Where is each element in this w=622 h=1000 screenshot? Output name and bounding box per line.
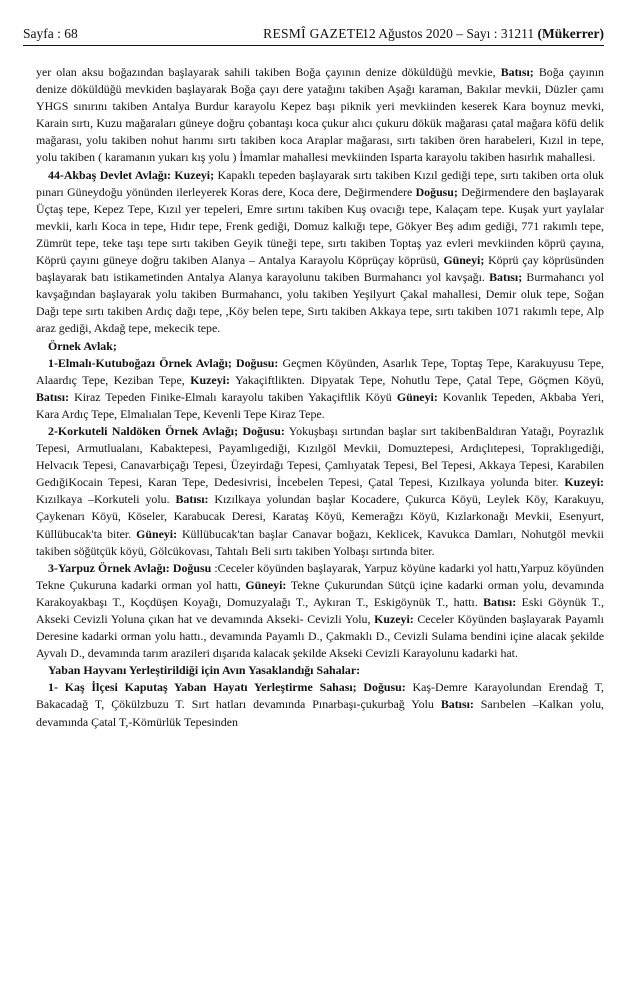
- paragraph-text: Yakaçiftlikten. Dipyatak Tepe, Nohutlu Tepe, Çatal Tepe, Göçmen Köyü,: [229, 372, 604, 387]
- paragraph-text: Değirmendere den başlayarak Üçtaş tepe, Kepez Tepe, Kızıl yer tepeleri, Emre sırtını takiben Kuş ovacığı tepe, Kalaçam tepe. Kuşak yurt yaylalar mevkii, karlı Koca in tepe, Hıdır tepe, Frenk gediği, Domuz kalkığı tepe, Gökyer Beş adım gediği, 771 rakımlı tepe, Zümrüt tepe, teke taşı tepe sırtı takiben Geyik tüneği tepe, sırtı takiben Toptaş yaz evleri mevkiinden köprü çayına, Köprü çayını güneye doğru takiben Alanya – Antalya Karayolu Köprüçay köprüsü,: [36, 184, 604, 268]
- paragraph-text: Kızılkaya –Korkuteli yolu.: [36, 492, 176, 507]
- page-number: Sayfa : 68: [23, 26, 78, 41]
- paragraph-text: Kaş-Demre Karayolundan Erendağ T, Bakacadağ T, Çökülzbuzu T. Sırt hatları devamında Pınarbaşı-çukurbağ Yolu: [36, 680, 604, 712]
- paragraph-text: Kızılkaya yolundan başlar Kocadere, Çukurca Köyü, Leylek Köy, Karakuyu, Çaykenarı Köyü, Köseler, Karabucak Deresi, Karataş Köyü, Kemerağzı Köyü, Kızlarkonağı Mevkii, Esenyurt, Küllübucak'ta biter.: [36, 492, 604, 541]
- bold-heading-text: Batısı:: [483, 594, 517, 609]
- bold-heading-text: 1-Elmalı-Kutuboğazı Örnek Avlağı; Doğusu:: [48, 355, 279, 370]
- bold-heading-text: Kuzeyi:: [564, 475, 604, 490]
- bold-heading-text: Örnek Avlak;: [48, 338, 117, 353]
- paragraph-text: Burmahancı yol kavşağından başlayarak yolu takiben Burmahancı, yolu takiben Yeşilyurt Çakal mahallesi, Demir oluk tepe, Soğan Dağı tepe sırtı takiben Ardıç dağı tepe, ,Köy belen tepe, Sırtı takiben Akkaya tepe, sırtı takiben 1071 rakımlı tepe, Alp araz gediği, Akdağ tepe, mekecik tepe.: [36, 270, 604, 336]
- paragraph-text: Ceceler Köyünden başlayarak Payamlı Deresine kadarki orman yolu hattı., devamında Payamlı D., Çakmaklı D., Cevizli Sulama bendini içine alacak şekilde Ayvalı D., devamında tarım arazileri dışarıda kalacak şekilde Akseki Cevizli Karayolunu kadarki hat.: [36, 612, 604, 661]
- issue-date: 12 Ağustos 2020 – Sayı : 31211: [362, 26, 538, 41]
- bold-heading-text: Doğusu;: [415, 184, 458, 199]
- bold-heading-text: Batısı;: [500, 65, 534, 79]
- paragraph-text: :Ceceler köyünden başlayarak, Yarpuz köyüne kadarki yol hattı,Yarpuz köyünden Tekne Çukuruna kadarki orman yol hattı,: [36, 560, 604, 592]
- issue-edition: (Mükerrer): [537, 26, 604, 41]
- paragraph-text: Kapaklı tepeden başlayarak sırtı takiben Kızıl gediği tepe, sırtı takiben orta oluk pınarı Güneydoğu yönünden ilerleyerek Koras dere, Koca dere, Değirmendere: [36, 167, 604, 199]
- paragraph-text: Geçmen Köyünden, Asarlık Tepe, Toptaş Tepe, Karakuyusu Tepe, Alaardıç Tepe, Keziban Tepe,: [36, 355, 604, 387]
- paragraph: [36, 355, 604, 423]
- bold-heading-text: Güneyi;: [443, 253, 485, 268]
- bold-heading-text: Yaban Hayvanı Yerleştirildiği için Avın Yasaklandığı Sahalar:: [48, 663, 361, 678]
- paragraph: [36, 423, 604, 560]
- paragraph-text: Kovanlık Tepeden, Akbaba Yeri, Kara Ardıç Tepe, Elmalıalan Tepe, Kevenli Tepe Kiraz Tepe.: [36, 389, 604, 421]
- paragraph: [36, 64, 604, 167]
- paragraph-text: Kiraz Tepeden Finike-Elmalı karayolu takiben Yakaçiftlik Köyü: [69, 389, 397, 404]
- bold-heading-text: Güneyi:: [136, 526, 178, 541]
- bold-heading-text: Batısı;: [489, 270, 523, 285]
- bold-heading-text: Güneyi:: [245, 577, 287, 592]
- bold-heading-text: Batısı:: [175, 492, 209, 507]
- publication-title: RESMÎ GAZETE: [263, 26, 364, 41]
- bold-heading-text: Batısı:: [440, 697, 474, 712]
- paragraph-text: Eski Göynük T., Akseki Cevizli Yoluna çıkan hat ve devamında Akseki- Cevizli Yolu,: [36, 594, 604, 626]
- paragraph: [36, 662, 604, 679]
- bold-heading-text: Batısı:: [36, 389, 70, 404]
- bold-heading-text: 1- Kaş İlçesi Kaputaş Yaban Hayatı Yerleştirme Sahası; Doğusu:: [48, 680, 406, 695]
- bold-heading-text: 44-Akbaş Devlet Avlağı: Kuzeyi;: [48, 167, 215, 182]
- paragraph-text: Yokuşbaşı sırtından başlar sırt takibenBaldıran Yatağı, Poyrazlık Tepesi, Armutlualanı, Kabaktepesi, Payamlıgediği, Kızılgöl Mevkii, Domuztepesi, Ardıçlıtepesi, Topraklıgediği, Helvacık Tepesi, Canavarbiçağı Tepesi, Üzeyirdağı Tepesi, Çamlıyatak Tepesi, Bel Tepesi, Akkaya Tepesi, Karabilen GedığiKocain Tepesi, Karan Tepe, Dedesivrisi, İncebelen Tepesi, Çatal Tepesi, Kızılkaya yolunda biter.: [36, 423, 604, 490]
- bold-heading-text: Kuzeyi:: [190, 372, 230, 387]
- bold-heading-text: Kuzeyi:: [374, 612, 414, 626]
- header-rule: [23, 45, 604, 46]
- paragraph: [36, 560, 604, 663]
- paragraph-text: Tekne Çukurundan Sütçü içine kadarki orman yolu, devamında Karakoyakbaşı T., Koçdüşen Koyağı, Domuzyalağı T., Aykıran T., Eskigöynük T., hattı.: [36, 577, 604, 609]
- paragraph: [36, 679, 604, 730]
- paragraph-text: yer olan aksu boğazından başlayarak sahili takiben Boğa çayının denize döküldüğü mevkie,: [36, 65, 501, 79]
- bold-heading-text: Güneyi:: [396, 389, 438, 404]
- paragraph: [36, 167, 604, 338]
- document-body: [36, 64, 604, 731]
- paragraph-text: Köprü çay köprüsünden başlayarak batı istikametinden Antalya Alanya karayolunu takiben Burmahancı yol kavşağı.: [36, 253, 605, 285]
- paragraph: [36, 338, 604, 355]
- page-header: [23, 22, 604, 42]
- paragraph-text: Sarıbelen –Kalkan yolu, devamında Çatal T,-Kömürlük Tepesinden: [36, 697, 605, 729]
- bold-heading-text: 3-Yarpuz Örnek Avlağı: Doğusu: [48, 560, 212, 575]
- paragraph-text: Küllübucak'tan başlar Canavar boğazı, Keklicek, Kavukca Damları, Nohutgöl mevkii takiben söğütçük köyü, Gölcükovası, Tahtalı Beli sırtı takiben Yolbaşı sırtında biter.: [36, 526, 604, 558]
- paragraph-text: Boğa çayının denize döküldüğü mevkiden başlayarak Boğa çayı dere yatağını takiben Aşağı karaman, Bakılar mevkii, Düzler çamı YHGS sınırını takiben Antalya Burdur karayolu Kepez başı piknik yeri mevkiinden keserek Kara boynuz mevki, Karain sırtı, Kuzu mağaraları güneye doğru çobantaşı koca çukur alıcı çukuru dökük mağarası çatal mağara köfü delik mağarası, yolu takiben nohut harımı sırtı takiben koca Araplar mağarası, sırtı takiben ören harabeleri, Kızıl in tepe, yolu takiben ( karamanın yukarı kış yolu ) İmamlar mahallesi mevkiinden Isparta karayolu takiben hasırlık mahallesi.: [36, 65, 604, 165]
- bold-heading-text: 2-Korkuteli Naldöken Örnek Avlağı; Doğusu:: [48, 423, 285, 438]
